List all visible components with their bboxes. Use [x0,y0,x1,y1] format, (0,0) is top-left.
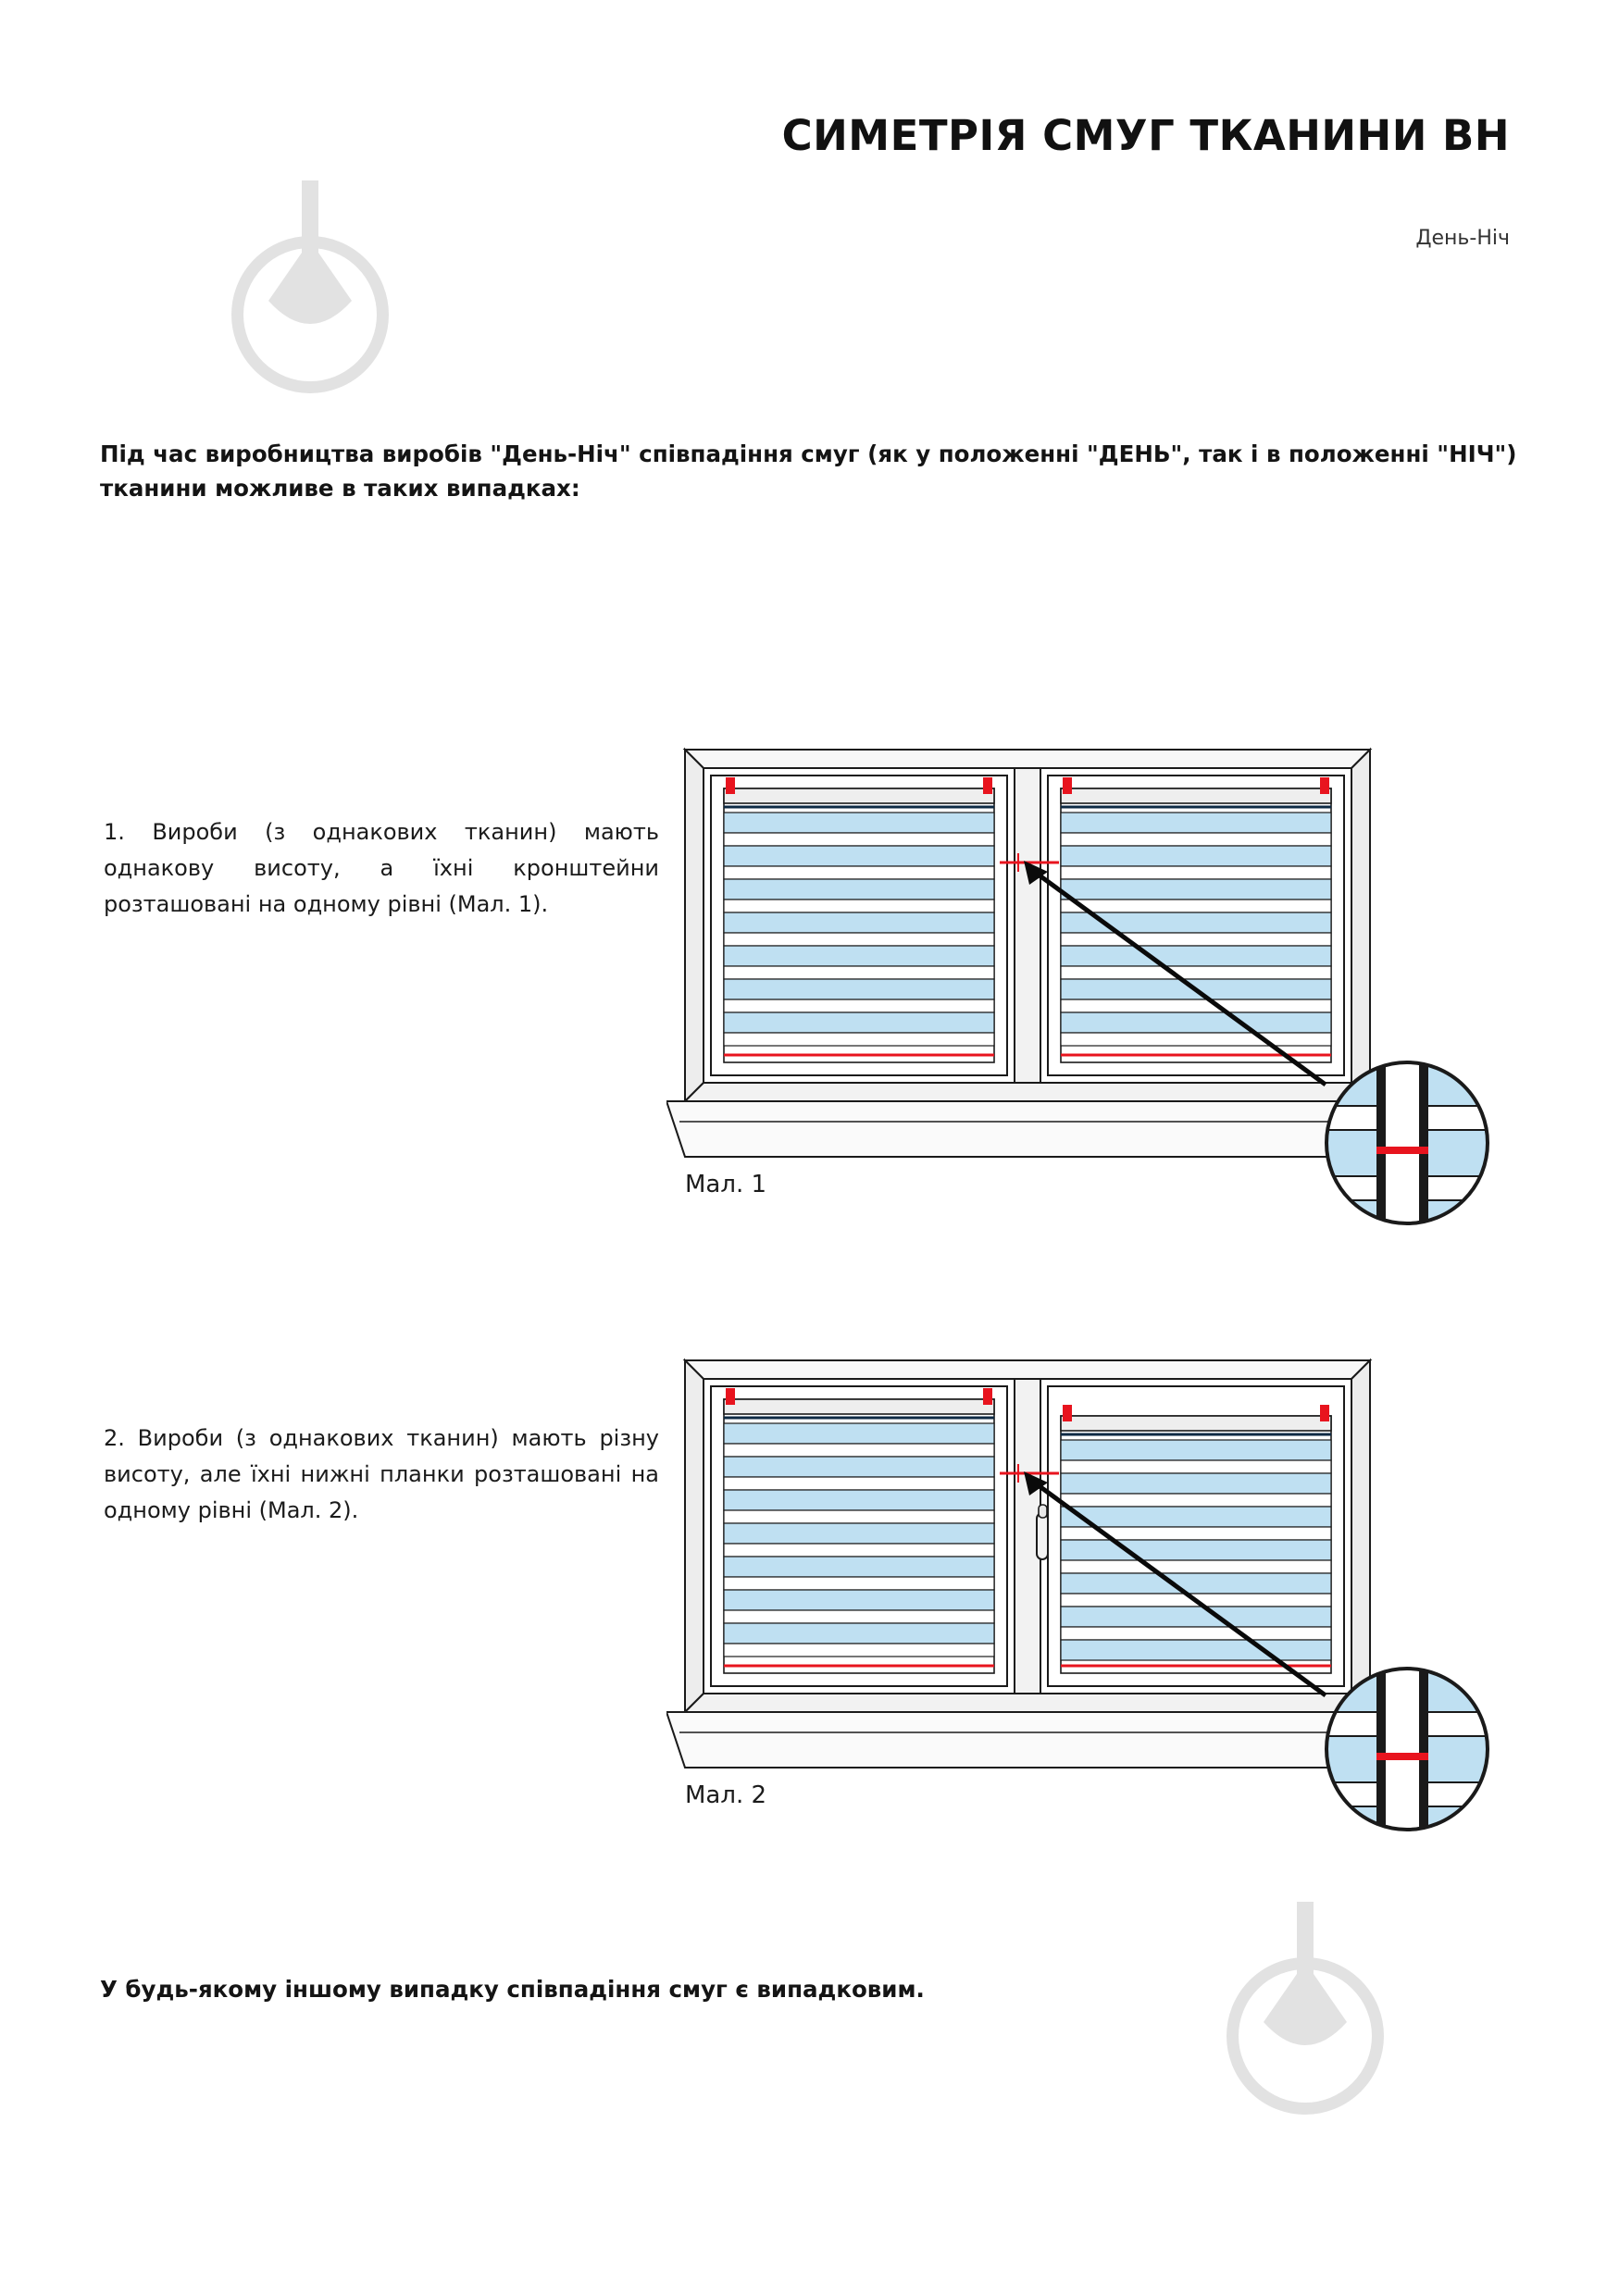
figure-1-zoom-detail [1319,1055,1495,1235]
page-subtitle: День-Ніч [1415,227,1510,250]
watermark-drop-icon-2 [1254,1957,1356,2082]
watermark-drop-icon [259,236,361,361]
figure-2-window-different-heights [666,1333,1389,1781]
item-2-text: 2. Вироби (з однакових тканин) мають різну висоту, але їхні нижні планки розташовані на одному рівні (Мал. 2). [104,1425,659,1523]
item-1-caption: Мал. 1 [685,1171,767,1198]
figure-2-zoom-detail [1319,1661,1495,1841]
figure-1-window-equal-heights [666,722,1389,1170]
item-2-caption: Мал. 2 [685,1781,767,1809]
item-1-text: 1. Вироби (з однакових тканин) мають однакову висоту, а їхні кронштейни розташовані на одному рівні (Мал. 1). [104,819,659,917]
footer-note: У будь-якому іншому випадку співпадіння смуг є випадковим. [100,1976,925,2003]
intro-paragraph: Під час виробництва виробів "День-Ніч" співпадіння смуг (як у положенні "ДЕНЬ", так і в положенні "НІЧ") тканини можливе в таких випадках: [100,441,1517,503]
watermark-logo-top [231,180,389,393]
page-title: СИМЕТРІЯ СМУГ ТКАНИНИ ВН [781,111,1510,160]
watermark-logo-bottom [1227,1902,1384,2115]
